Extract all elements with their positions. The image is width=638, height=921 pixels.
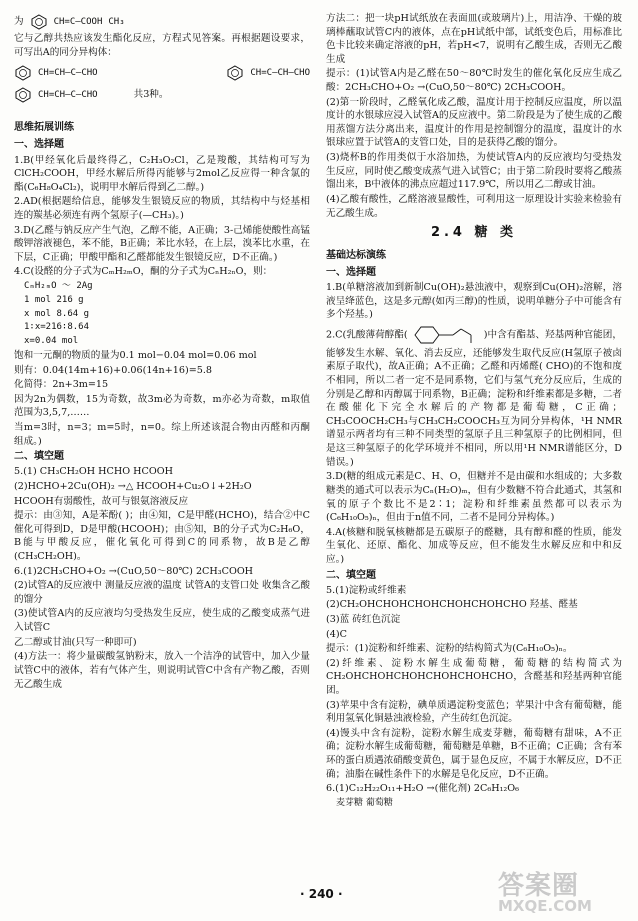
answer-1: 1.B(甲经氧化后最终得乙，C₂H₃O₂Cl，乙是羧酸，其结构可写为ClCH₂COOH，甲经水解后所得丙能够与2mol乙反应得一种含氯的酯(C₆H₈O₄Cl₂)，说明甲水解后得到乙二醇。) [14,154,310,193]
section-heading: 思维拓展训练 [14,122,74,134]
method-two: 方法二：把一块pH试纸放在表面皿(或玻璃片)上，用洁净、干燥的玻璃棒蘸取试管C内的液体，点在pH试纸中部，试纸变色后，用标准比色卡比较来确定溶液的pH，若pH<7，说明有乙酸生成，否则无乙酸生成 [326,13,622,65]
answer-4-line: x=0.04 mol [24,336,79,347]
answer-1: 1.B(单糖溶液加到新制Cu(OH)₂悬浊液中，观察到Cu(OH)₂溶解，溶液呈绛蓝色，这是多元醇(如丙三醇)的性质，说明单糖分子中可能含有多个羟基。) [326,281,622,321]
intro-structure [14,14,310,30]
answer-5-hint: (3)苹果中含有淀粉，碘单质遇淀粉变蓝色；苹果汁中含有葡萄糖，能利用氢氧化铜悬浊液检验，产生砖红色沉淀。 [326,699,622,725]
benzene-ring-icon [30,14,48,30]
answer-6-line: 6.(1)C₁₂H₂₂O₁₁+H₂O →(催化剂) 2C₆H₁₂O₆ [326,783,519,795]
answer-6-line: 乙二醇或甘油(只写一种即可) [14,636,137,648]
answer-5-hint: (4)馒头中含有淀粉，淀粉水解生成麦芽糖，葡萄糖有甜味，A不正确；淀粉水解生成葡萄糖，葡萄糖是单糖，B不正确；C正确；含有苯环的蛋白质遇浓硝酸变黄色，属于显色反应，不属于水解反应，D不正确；油脂在碱性条件下的水解是皂化反应，D不正确。 [326,727,622,780]
answer-2-rest: )中含有酯基、羟基两种官能团，能够发生水解、氧化、消去反应，还能够发生取代反应(H氢原子被卤素原子取代)，故A正确；A不正确；乙醛和丙烯醛( CHO)的不饱和度不相同，所以二者一定不是同系物，它们与氢气充分反应后，生成的分别是乙醇和丙醇属于同系物，B正确；淀粉和纤维素都是多糖，二者在酸催化下完全水解后的产物都是葡萄糖，C正确；CH₃COOCH₂CH₃与CH₃CH₂COOCH₃互为同分异构体，¹H NMR谱显示两者均有三种不同类型的氢原子且三种氢原子的比例相同，但是这三种氢原子的化学环境并不相同，所以用¹H NMR谱能区分，D错误。) [326,329,622,468]
answer-4-line: 当m=3时，n=3；m=5时，n=0。综上所述该混合物由丙醛和丙酮组成。) [14,421,310,447]
isomer-b [226,65,310,81]
answer-4-line: 1 mol 216 g [24,294,84,305]
isomer-a-formula: CH=CH—C—CHO [38,67,98,78]
answer-4-line: x mol 8.64 g [24,308,90,319]
answer-5-hint: 提示：(1)淀粉和纤维素、淀粉的结构简式为(C₆H₁₀O₅)ₙ。 [326,643,573,655]
part-heading: 一、选择题 [326,266,376,278]
answer-2-start: 2.C(乳酸薄荷醇酯( [326,329,408,341]
answer-5-line: 5.(1) CH₃CH₂OH HCHO HCOOH [14,466,173,478]
isomer-b-formula: CH=C—CH—CHO [250,67,310,78]
answer-6-line: (4)方法一：将少量碳酸氢钠粉末，放入一个洁净的试管中，加入少量试管C中的液体，若有气体产生，则说明试管C中含有产物乙酸，否则无乙酸生成 [14,651,310,690]
answer-6-line: (3)使试管A内的反应液均匀受热发生反应，使生成的乙酸变成蒸气进入试管C [14,608,310,634]
answer-4-line: 4.C(设醛的分子式为CₘH₂ₘO，酮的分子式为CₙH₂ₙO，则： [14,266,273,278]
answer-5-line: (2)CH₂OHCHOHCHOHCHOHCHOHCHO 羟基、醛基 [326,599,578,611]
watermark-logo: 答案圈 [498,871,580,901]
watermark-url: MXQE.COM [498,897,592,915]
answer-4-line: CₘH₂ₘO ～ 2Ag [24,281,93,292]
answer-5-line: 5.(1)淀粉或纤维素 [326,584,407,596]
isomer-row [14,63,310,83]
intro-structure-formula: CH=C—COOH [53,16,103,27]
answer-5-line: (4)C [326,628,347,640]
answer-5-hint: (2)纤维素、淀粉水解生成葡萄糖，葡萄糖的结构简式为CH₂OHCHOHCHOHCHOHCHOHCHO，含醛基和羟基两种官能团。 [326,657,622,696]
answer-2: 2.AD(根据题给信息，能够发生银镜反应的物质，其结构中与烃基相连的羰基必须连有两个氢原子(—CH₃)。) [14,196,310,222]
answer-3: 3.D(糖的组成元素是C、H、O，但糖并不是由碳和水组成的；大多数糖类的通式可以表示为Cₙ(H₂O)ₘ，但有少数糖不符合此通式，其氢和氧的原子个数比不是2∶1；淀粉和纤维素虽然都可以表示为(C₆H₁₀O₅)ₙ，但由于n值不同，二者不是同分异构体。) [326,471,622,524]
part-heading: 二、填空题 [326,569,376,581]
hint-6: 提示：(1)试管A内是乙醛在50～80℃时发生的催化氧化反应生成乙酸：2CH₃CHO+O₂ →(CuO,50～80℃) 2CH₃COOH。 [326,68,622,94]
answer-4-line: 因为2n为偶数，15为奇数，故3m必为奇数，m亦必为奇数，m取值范围为3,5,7,…… [14,393,310,419]
isomer-c-formula: CH=CH—C—CHO [38,89,98,100]
left-column [14,12,310,692]
answer-4-line: 则有：0.04(14m+16)+0.06(14n+16)=5.8 [14,364,212,376]
hint-6: (4)乙酸有酸性，乙醛溶液显酸性，可利用这一原理设计实验来检验有无乙酸生成。 [326,193,622,219]
right-column [326,12,622,811]
answer-2 [326,323,622,469]
answer-5-line: (3)蓝 砖红色沉淀 [326,613,401,625]
answer-4-line: 1∶x=216∶8.64 [24,322,90,333]
answer-5-line: HCOOH有弱酸性，故可与银氨溶液反应 [14,495,189,507]
page-number: · 240 · [300,887,343,901]
answer-5-line: (2)HCHO+2Cu(OH)₂ →△ HCOOH+Cu₂O↓+2H₂O [14,480,252,492]
intro-structure-sub: CH₃ [108,16,125,27]
isomer-a [14,65,98,81]
isomer-c [14,87,310,103]
answer-4: 4.A(核糖和脱氧核糖都是五碳原子的醛糖，具有醇和醛的性质，能发生氧化、还原、酯化、加成等反应，但不能发生水解反应和中和反应。) [326,526,622,565]
isomer-count: 共3种。 [133,89,169,101]
part-heading: 二、填空题 [14,451,64,463]
answer-3: 3.D(乙醛与钠反应产生气泡，乙醇不能，A正确；3-己烯能使酸性高锰酸钾溶液褪色，苯不能，B正确；苯比水轻，在上层，溴苯比水重，在下层，C正确；甲酸甲酯和乙醛都能发生银镜反应，D不正确。) [14,224,310,263]
answer-6-line: 6.(1)2CH₃CHO+O₂ →(CuO,50～80℃) 2CH₃COOH [14,565,254,577]
section-heading: 基础达标演练 [326,249,386,261]
hint-6: (2)第一阶段时，乙醛氧化成乙酸，温度计用于控制反应温度，所以温度计的水银球应浸入试管A的反应液中。第二阶段是为了使生成的乙酸用蒸馏方法分离出来，温度计的作用是控制馏分的温度，温度计的水银球应置于试管A的支管口处，目的是获得乙酸的馏分。 [326,96,622,149]
menthyl-lactate-structure-icon [411,323,481,347]
hint-6: (3)烧杯B的作用类似于水浴加热，为使试管A内的反应液均匀受热发生反应，同时使乙酸变成蒸气进入试管C；由于第二阶段时要将乙酸蒸馏出来，B中液体的沸点应超过117.9℃，所以用乙二醇或甘油。 [326,152,622,191]
answer-6-sub: 麦芽糖 葡萄糖 [336,797,393,808]
intro-prefix: 为 [14,16,24,28]
benzene-ring-icon [226,65,244,81]
answer-5-hint: 提示：由③知，A是苯酚( )；由④知，C是甲醛(HCHO)，结合②中C催化可得到D，D是甲酸(HCOOH)；由⑤知，B的分子式为C₂H₆O，B能与甲酸反应，催化氧化可得到C的同系物，故B是乙醇(CH₃CH₂OH)。 [14,510,310,563]
benzene-ring-icon [14,87,32,103]
answer-4-line: 饱和一元酮的物质的量为0.1 mol−0.04 mol=0.06 mol [14,349,257,361]
part-heading: 一、选择题 [14,139,64,151]
answer-6-line: (2)试管A的反应液中 测量反应液的温度 试管A的支管口处 收集含乙酸的馏分 [14,580,310,605]
benzene-ring-icon [14,65,32,81]
answer-4-line: 化简得：2n+3m=15 [14,379,109,391]
chapter-title: 2.4 糖 类 [430,225,518,241]
intro-text: 它与乙醇共热应该发生酯化反应，方程式见答案。再根据题设要求，可写出A的同分异构体： [14,33,310,58]
